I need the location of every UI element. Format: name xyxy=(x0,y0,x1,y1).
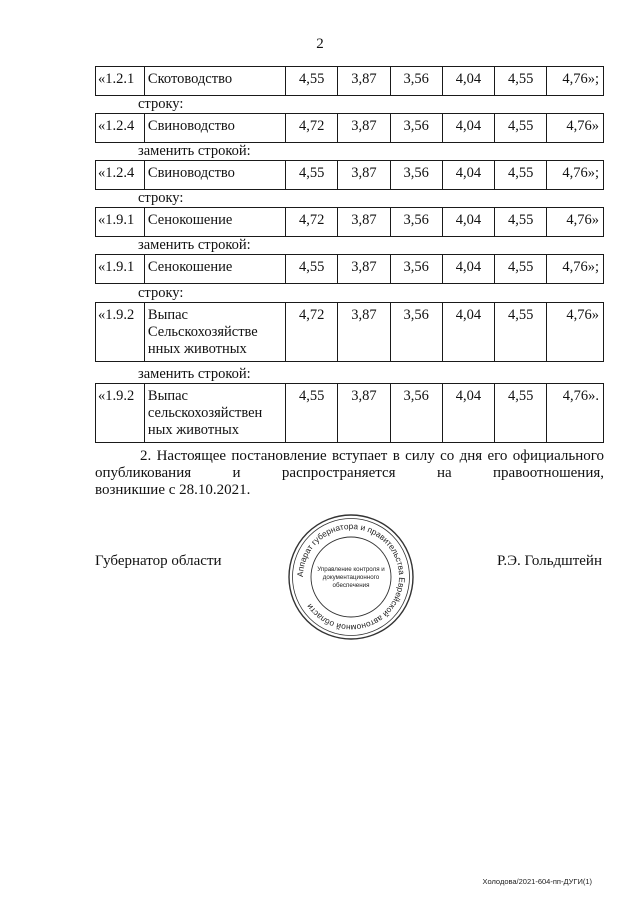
row-value: 4,55 xyxy=(286,384,338,443)
row-code: «1.9.1 xyxy=(96,208,145,237)
row-value: 3,56 xyxy=(390,114,442,143)
row-value: 4,76». xyxy=(547,384,604,443)
row-value: 4,55 xyxy=(495,161,547,190)
row-value: 3,87 xyxy=(338,114,390,143)
row-name-line: нных животных xyxy=(147,341,247,357)
table-row xyxy=(95,207,604,237)
row-value: 4,04 xyxy=(442,255,494,284)
row-name: Сенокошение xyxy=(144,255,285,284)
table-row xyxy=(95,302,604,362)
row-value: 3,87 xyxy=(338,255,390,284)
row-value: 4,76»; xyxy=(547,67,604,96)
row-name-line: Выпас xyxy=(147,307,188,323)
paragraph-line: опубликования и распространяется на правоотношения, xyxy=(95,465,604,481)
row-value: 3,56 xyxy=(390,208,442,237)
row-name: Скотоводство xyxy=(144,67,285,96)
row-value: 3,87 xyxy=(338,303,390,362)
official-stamp xyxy=(287,513,415,641)
row-value: 4,04 xyxy=(442,208,494,237)
table-row xyxy=(95,160,604,190)
row-value: 4,76»; xyxy=(547,255,604,284)
instruction-label: строку: xyxy=(138,285,184,301)
row-value: 4,72 xyxy=(286,208,338,237)
row-code: «1.9.2 xyxy=(96,303,145,362)
row-name-line: Сельскохозяйстве xyxy=(147,324,258,340)
signatory-position: Губернатор области xyxy=(95,553,222,569)
stamp-outer-text: Аппарат губернатора и правительства Еврейской автономной области xyxy=(294,520,408,634)
instruction-label: строку: xyxy=(138,190,184,206)
row-name-line: ных животных xyxy=(147,422,239,438)
document-footer: Холодова/2021-604-пп-ДУГИ(1) xyxy=(482,877,592,886)
stamp-inner-line: обеспечения xyxy=(332,582,370,589)
row-value: 4,04 xyxy=(442,384,494,443)
row-value: 4,55 xyxy=(495,384,547,443)
row-value: 4,04 xyxy=(442,114,494,143)
paragraph-line: 2. Настоящее постановление вступает в силу со дня его официального xyxy=(140,448,604,464)
row-value: 3,87 xyxy=(338,67,390,96)
row-value: 3,56 xyxy=(390,67,442,96)
row-value: 4,76» xyxy=(547,208,604,237)
row-value: 4,04 xyxy=(442,67,494,96)
table-row xyxy=(95,66,604,96)
row-value: 4,04 xyxy=(442,303,494,362)
row-name xyxy=(144,303,285,362)
instruction-label: заменить строкой: xyxy=(138,366,251,382)
row-value: 4,72 xyxy=(286,303,338,362)
row-code: «1.2.4 xyxy=(96,114,145,143)
signatory-name: Р.Э. Гольдштейн xyxy=(496,553,602,569)
table-row xyxy=(95,113,604,143)
row-value: 4,76» xyxy=(547,114,604,143)
row-value: 3,87 xyxy=(338,161,390,190)
stamp-inner-line: документационного xyxy=(322,574,380,581)
row-value: 4,55 xyxy=(286,255,338,284)
row-value: 3,87 xyxy=(338,384,390,443)
row-value: 4,04 xyxy=(442,161,494,190)
row-value: 3,56 xyxy=(390,161,442,190)
table-row xyxy=(95,254,604,284)
row-name-line: Выпас xyxy=(147,388,188,404)
row-value: 4,55 xyxy=(495,255,547,284)
row-value: 3,56 xyxy=(390,384,442,443)
stamp-inner-line: Управление контроля и xyxy=(317,566,385,573)
row-name: Сенокошение xyxy=(144,208,285,237)
row-value: 4,55 xyxy=(495,208,547,237)
row-value: 4,55 xyxy=(495,67,547,96)
row-code: «1.2.1 xyxy=(96,67,145,96)
table-row xyxy=(95,383,604,443)
row-code: «1.9.2 xyxy=(96,384,145,443)
row-value: 3,56 xyxy=(390,303,442,362)
instruction-label: заменить строкой: xyxy=(138,237,251,253)
row-value: 3,87 xyxy=(338,208,390,237)
row-name: Свиноводство xyxy=(144,161,285,190)
row-value: 4,76» xyxy=(547,303,604,362)
row-name: Свиноводство xyxy=(144,114,285,143)
instruction-label: строку: xyxy=(138,96,184,112)
row-value: 4,55 xyxy=(286,161,338,190)
row-name-line: сельскохозяйствен xyxy=(147,405,263,421)
row-code: «1.2.4 xyxy=(96,161,145,190)
row-value: 4,55 xyxy=(495,303,547,362)
row-value: 4,72 xyxy=(286,114,338,143)
row-value: 4,55 xyxy=(286,67,338,96)
row-code: «1.9.1 xyxy=(96,255,145,284)
row-value: 4,55 xyxy=(495,114,547,143)
page-number: 2 xyxy=(316,36,324,52)
row-value: 3,56 xyxy=(390,255,442,284)
row-name xyxy=(144,384,285,443)
paragraph-line: возникшие с 28.10.2021. xyxy=(95,482,251,498)
instruction-label: заменить строкой: xyxy=(138,143,251,159)
effective-date-paragraph xyxy=(95,448,604,499)
row-value: 4,76»; xyxy=(547,161,604,190)
